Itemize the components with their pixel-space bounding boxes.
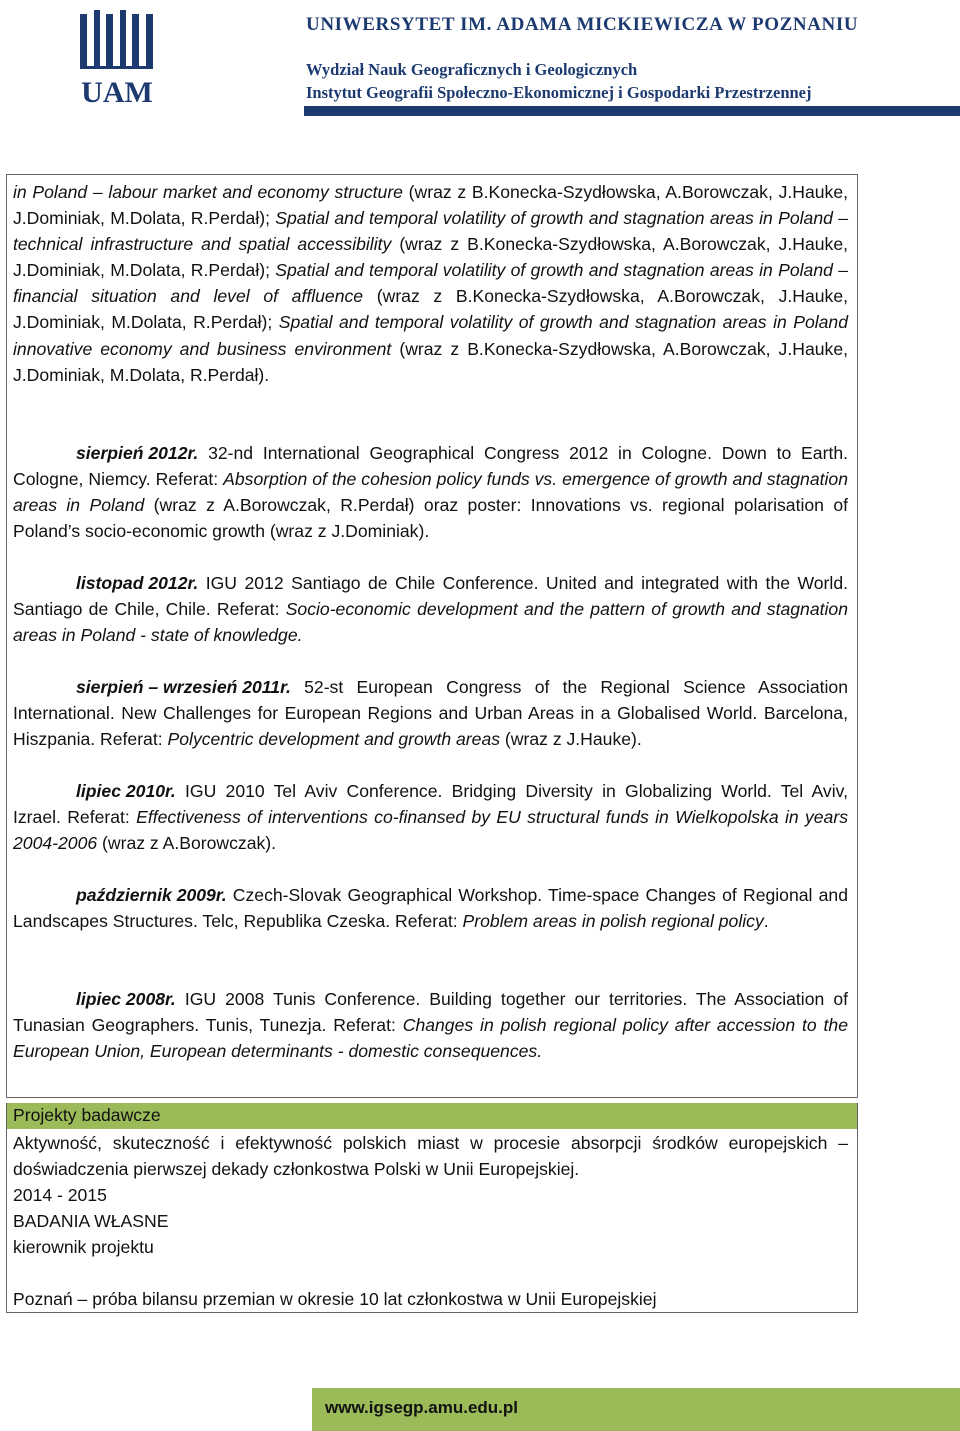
project-years: 2014 - 2015 bbox=[13, 1185, 107, 1205]
talk-title: Socio-economic development and the pattern of growth and stagnation areas in Poland - state of knowledge. bbox=[13, 599, 848, 646]
conference-date: lipiec 2008r. bbox=[76, 989, 176, 1009]
conference-entry bbox=[13, 882, 848, 934]
project-type: BADANIA WŁASNE bbox=[13, 1211, 169, 1231]
pub-title: in Poland – labour market and economy structure bbox=[13, 182, 403, 202]
pub-authors: (wraz z B.Konecka-Szydłowska, A.Borowczak, J.Hauke, J.Dominiak, M.Dolata, R.Perdał). bbox=[13, 338, 848, 385]
footer-url-link[interactable]: www.igsegp.amu.edu.pl bbox=[325, 1398, 519, 1417]
pub-title: Spatial and temporal volatility of growth and stagnation areas in Poland – technical infrastructure and spatial accessibility bbox=[13, 208, 848, 255]
institute-name: Instytut Geografii Społeczno-Ekonomicznej i Gospodarki Przestrzennej bbox=[306, 83, 812, 102]
talk-title: Absorption of the cohesion policy funds vs. emergence of growth and stagnation areas in Poland bbox=[13, 469, 848, 516]
conference-text: IGU 2008 Tunis Conference. Building together our territories. The Association of Tunasian Geographers. Tunis, Tunezja. Referat: bbox=[13, 989, 848, 1036]
conference-text: IGU 2010 Tel Aviv Conference. Bridging Diversity in Globalizing World. Tel Aviv, Izrael. Referat: bbox=[13, 781, 848, 828]
conference-text: 32-nd International Geographical Congress 2012 in Cologne. Down to Earth. Cologne, Niemcy. Referat: bbox=[13, 443, 848, 490]
conference-date: październik 2009r. bbox=[76, 885, 227, 905]
faculty-name: Wydział Nauk Geograficznych i Geologicznych bbox=[306, 60, 638, 79]
conference-text: Czech-Slovak Geographical Workshop. Time-space Changes of Regional and Landscapes Structures. Telc, Republika Czeska. Referat: bbox=[13, 885, 848, 932]
header-rule bbox=[304, 106, 960, 116]
pub-title: Spatial and temporal volatility of growth and stagnation areas in Poland – financial situation and level of affluence bbox=[13, 260, 848, 307]
pub-authors: (wraz z B.Konecka-Szydłowska, A.Borowczak, J.Hauke, J.Dominiak, M.Dolata, R.Perdał); bbox=[13, 286, 848, 333]
conference-date: listopad 2012r. bbox=[76, 573, 199, 593]
conference-text: IGU 2012 Santiago de Chile Conference. United and integrated with the World. Santiago de Chile, Chile. Referat: bbox=[13, 573, 848, 620]
conference-text: . bbox=[763, 911, 769, 932]
project-title: Aktywność, skuteczność i efektywność polskich miast w procesie absorpcji środków europejskich – doświadczenia pierwszej dekady członkostwa Polski w Unii Europejskiej. bbox=[13, 1133, 848, 1179]
project-role: kierownik projektu bbox=[13, 1237, 154, 1257]
projects-header bbox=[7, 1103, 857, 1129]
pub-authors: (wraz z B.Konecka-Szydłowska, A.Borowczak, J.Hauke, J.Dominiak, M.Dolata, R.Perdał); bbox=[13, 182, 848, 229]
pub-authors: (wraz z B.Konecka-Szydłowska, A.Borowczak, J.Hauke, J.Dominiak, M.Dolata, R.Perdał); bbox=[13, 234, 848, 281]
talk-title: Changes in polish regional policy after accession to the European Union, European determinants - domestic consequences. bbox=[13, 1015, 848, 1062]
conference-date: sierpień – wrzesień 2011r. bbox=[76, 677, 291, 697]
uam-logo bbox=[76, 8, 158, 106]
conference-text: 52-st European Congress of the Regional Science Association International. New Challenges for European Regions and Urban Areas in a Globalised World. Barcelona, Hiszpania. Referat: bbox=[13, 677, 848, 750]
conference-entry bbox=[13, 440, 848, 544]
university-name: UNIWERSYTET IM. ADAMA MICKIEWICZA W POZNANIU bbox=[306, 14, 859, 35]
conference-text: (wraz z J.Hauke). bbox=[500, 729, 642, 750]
project-next-title: Poznań – próba bilansu przemian w okresie 10 lat członkostwa w Unii Europejskiej bbox=[13, 1289, 657, 1309]
logo-text: UAM bbox=[81, 76, 153, 106]
talk-title: Effectiveness of interventions co-finansed by EU structural funds in Wielkopolska in years 2004-2006 bbox=[13, 807, 848, 854]
conference-entry bbox=[13, 674, 848, 752]
faculty-institute bbox=[306, 58, 812, 104]
talk-title: Problem areas in polish regional policy bbox=[462, 911, 764, 932]
publications-paragraph bbox=[13, 179, 848, 388]
conference-entry bbox=[13, 986, 848, 1064]
pub-title: Spatial and temporal volatility of growth and stagnation areas in Poland innovative economy and business environment bbox=[13, 312, 848, 359]
conference-entry bbox=[13, 570, 848, 648]
conference-date: sierpień 2012r. bbox=[76, 443, 199, 463]
conference-text: (wraz z A.Borowczak, R.Perdał) oraz poster: Innovations vs. regional polarisation of Poland’s socio-economic growth (wraz z J.Dominiak). bbox=[13, 495, 849, 542]
conference-date: lipiec 2010r. bbox=[76, 781, 176, 801]
conference-text: (wraz z A.Borowczak). bbox=[97, 833, 277, 854]
projects-heading: Projekty badawcze bbox=[13, 1105, 161, 1125]
conference-entry bbox=[13, 778, 848, 856]
talk-title: Polycentric development and growth areas bbox=[167, 729, 501, 750]
